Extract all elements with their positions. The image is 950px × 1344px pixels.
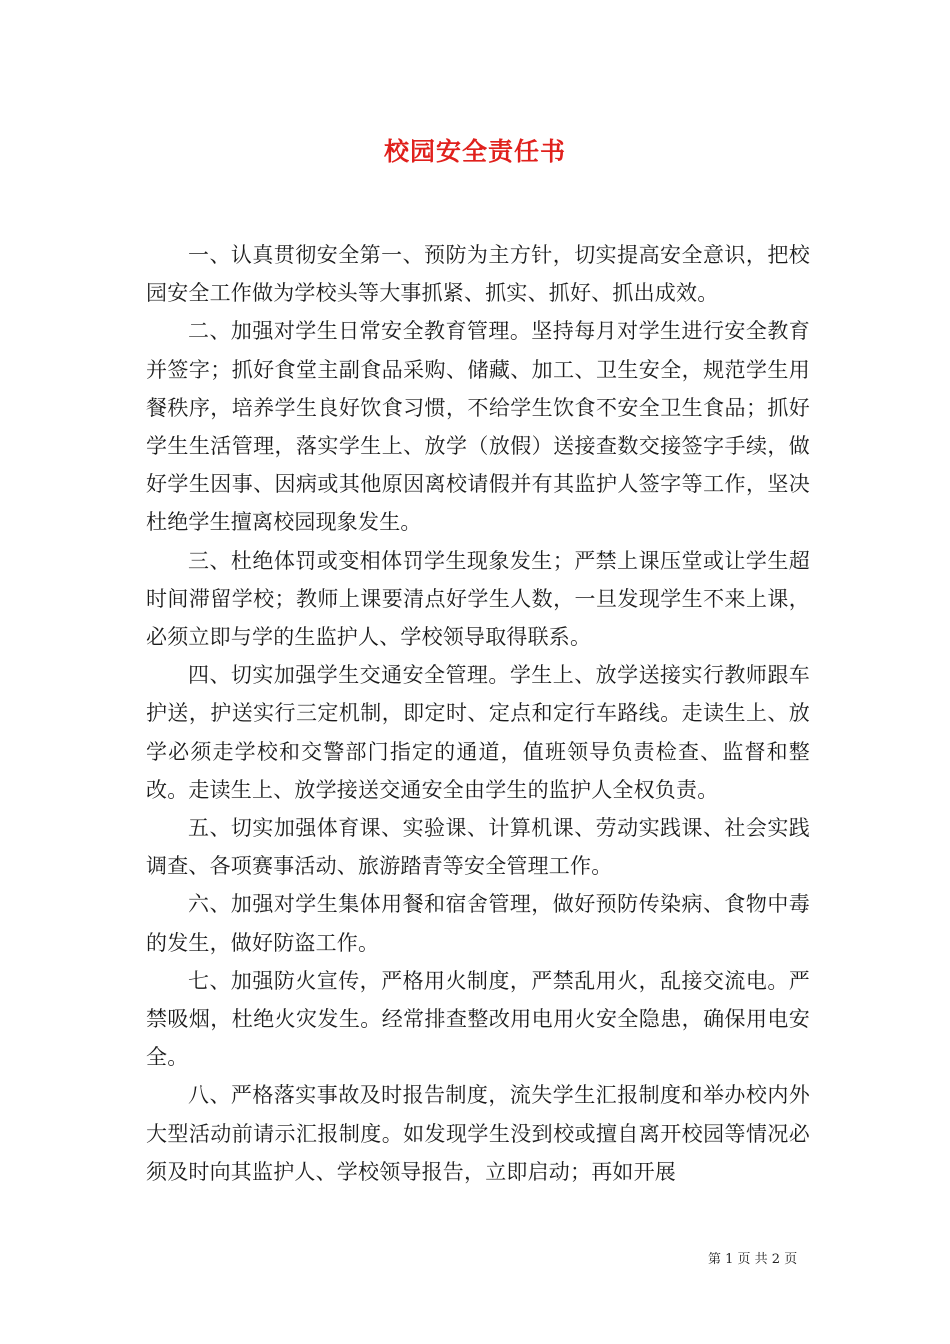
paragraph-6: 六、加强对学生集体用餐和宿舍管理，做好预防传染病、食物中毒的发生，做好防盗工作。 — [146, 892, 810, 955]
paragraph-1: 一、认真贯彻安全第一、预防为主方针，切实提高安全意识，把校园安全工作做为学校头等大事抓紧、抓实、抓好、抓出成效。 — [146, 243, 810, 306]
paragraph-4: 四、切实加强学生交通安全管理。学生上、放学送接实行教师跟车护送，护送实行三定机制，即定时、定点和定行车路线。走读生上、放学必须走学校和交警部门指定的通道，值班领导负责检查、监督和整改。走读生上、放学接送交通安全由学生的监护人全权负责。 — [146, 663, 810, 802]
paragraph-7: 七、加强防火宣传，严格用火制度，严禁乱用火，乱接交流电。严禁吸烟，杜绝火灾发生。经常排查整改用电用火安全隐患，确保用电安全。 — [146, 968, 810, 1070]
paragraph-2: 二、加强对学生日常安全教育管理。坚持每月对学生进行安全教育并签字；抓好食堂主副食品采购、储藏、加工、卫生安全，规范学生用餐秩序，培养学生良好饮食习惯，不给学生饮食不安全卫生食品；抓好学生生活管理，落实学生上、放学（放假）送接查数交接签字手续，做好学生因事、因病或其他原因离校请假并有其监护人签字等工作，坚决杜绝学生擅离校园现象发生。 — [146, 319, 810, 535]
page-title: 校园安全责任书 — [383, 137, 566, 166]
page-number-footer: 第 1 页 共 2 页 — [708, 1252, 798, 1267]
document-body — [146, 236, 810, 1191]
paragraph-5: 五、切实加强体育课、实验课、计算机课、劳动实践课、社会实践调查、各项赛事活动、旅游踏青等安全管理工作。 — [146, 816, 810, 879]
paragraph-3: 三、杜绝体罚或变相体罚学生现象发生；严禁上课压堂或让学生超时间滞留学校；教师上课要清点好学生人数，一旦发现学生不来上课，必须立即与学的生监护人、学校领导取得联系。 — [146, 548, 810, 650]
paragraph-8: 八、严格落实事故及时报告制度，流失学生汇报制度和举办校内外大型活动前请示汇报制度。如发现学生没到校或擅自离开校园等情况必须及时向其监护人、学校领导报告，立即启动；再如开展 — [146, 1083, 810, 1184]
